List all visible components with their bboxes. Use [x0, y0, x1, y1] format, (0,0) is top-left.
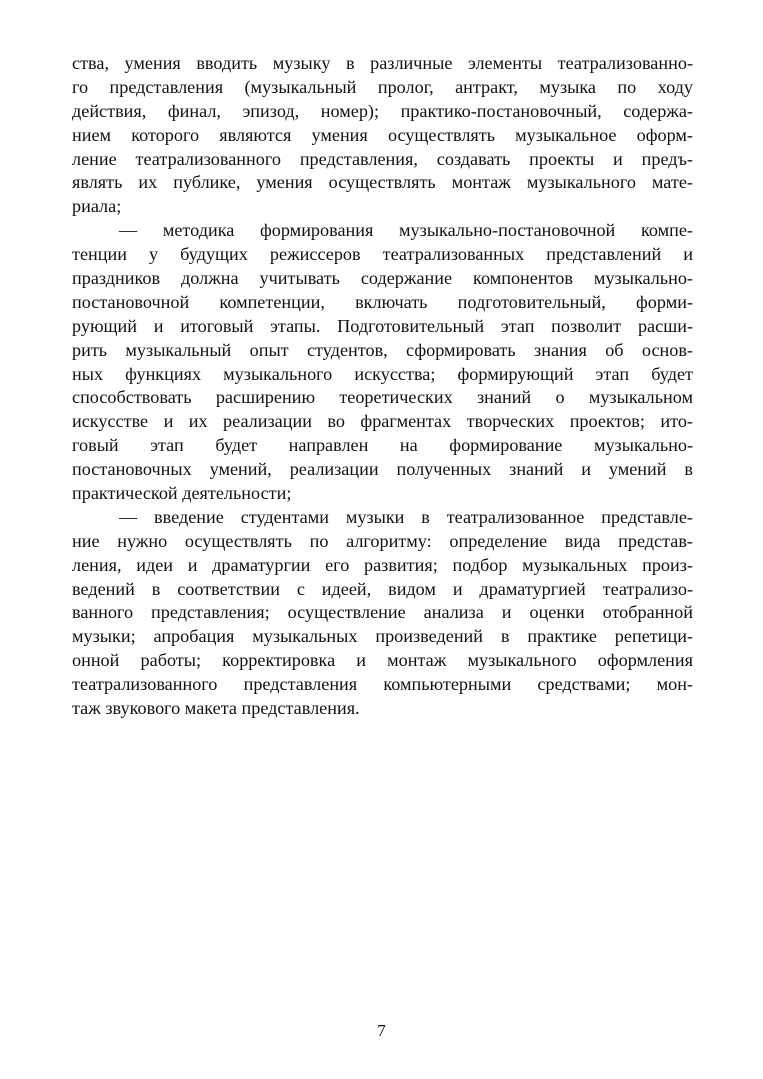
- text-line: — введение студентами музыки в театрализованное представле-: [119, 506, 693, 527]
- page-number: 7: [377, 1021, 386, 1040]
- text-line: рить музыкальный опыт студентов, сформировать знания об основ-: [72, 339, 693, 360]
- text-line: ванного представления; осуществление анализа и оценки отобранной: [72, 602, 693, 623]
- text-line: го представления (музыкальный пролог, антракт, музыка по ходу: [72, 76, 693, 97]
- paragraph: [72, 219, 693, 506]
- text-line: говый этап будет направлен на формирование музыкально-: [72, 435, 693, 456]
- page-body: [72, 52, 693, 721]
- text-line: музыки; апробация музыкальных произведений в практике репетици-: [72, 626, 693, 647]
- text-line: постановочной компетенции, включать подготовительный, форми-: [72, 291, 693, 312]
- text-line: театрализованного представления компьютерными средствами; мон-: [72, 674, 693, 695]
- text-line: риала;: [72, 196, 122, 217]
- text-line: ление театрализованного представления, создавать проекты и предъ-: [72, 148, 693, 169]
- text-line: действия, финал, эпизод, номер); практико-постановочный, содержа-: [72, 100, 693, 121]
- text-line: онной работы; корректировка и монтаж музыкального оформления: [72, 650, 693, 671]
- text-line: практической деятельности;: [72, 483, 292, 504]
- paragraph: [72, 506, 693, 721]
- text-line: искусстве и их реализации во фрагментах творческих проектов; ито-: [72, 411, 693, 432]
- paragraph: [72, 52, 693, 219]
- text-line: ние нужно осуществлять по алгоритму: определение вида представ-: [72, 530, 693, 551]
- text-line: ства, умения вводить музыку в различные элементы театрализованно-: [72, 53, 693, 73]
- text-line: ведений в соответствии с идеей, видом и драматургией театрализо-: [72, 578, 693, 599]
- text-line: тенции у будущих режиссеров театрализованных представлений и: [72, 244, 693, 265]
- text-line: способствовать расширению теоретических знаний о музыкальном: [72, 387, 693, 408]
- text-line: постановочных умений, реализации полученных знаний и умений в: [72, 459, 693, 480]
- text-line: ных функциях музыкального искусства; формирующий этап будет: [72, 363, 693, 384]
- text-line: нием которого являются умения осуществлять музыкальное оформ-: [72, 124, 693, 145]
- text-line: являть их публике, умения осуществлять монтаж музыкального мате-: [72, 172, 693, 193]
- text-line: — методика формирования музыкально-постановочной компе-: [119, 220, 693, 241]
- text-line: праздников должна учитывать содержание компонентов музыкально-: [72, 268, 693, 289]
- text-line: таж звукового макета представления.: [72, 698, 360, 719]
- text-line: ления, идеи и драматургии его развития; подбор музыкальных произ-: [72, 554, 693, 575]
- text-line: рующий и итоговый этапы. Подготовительный этап позволит расши-: [72, 315, 693, 336]
